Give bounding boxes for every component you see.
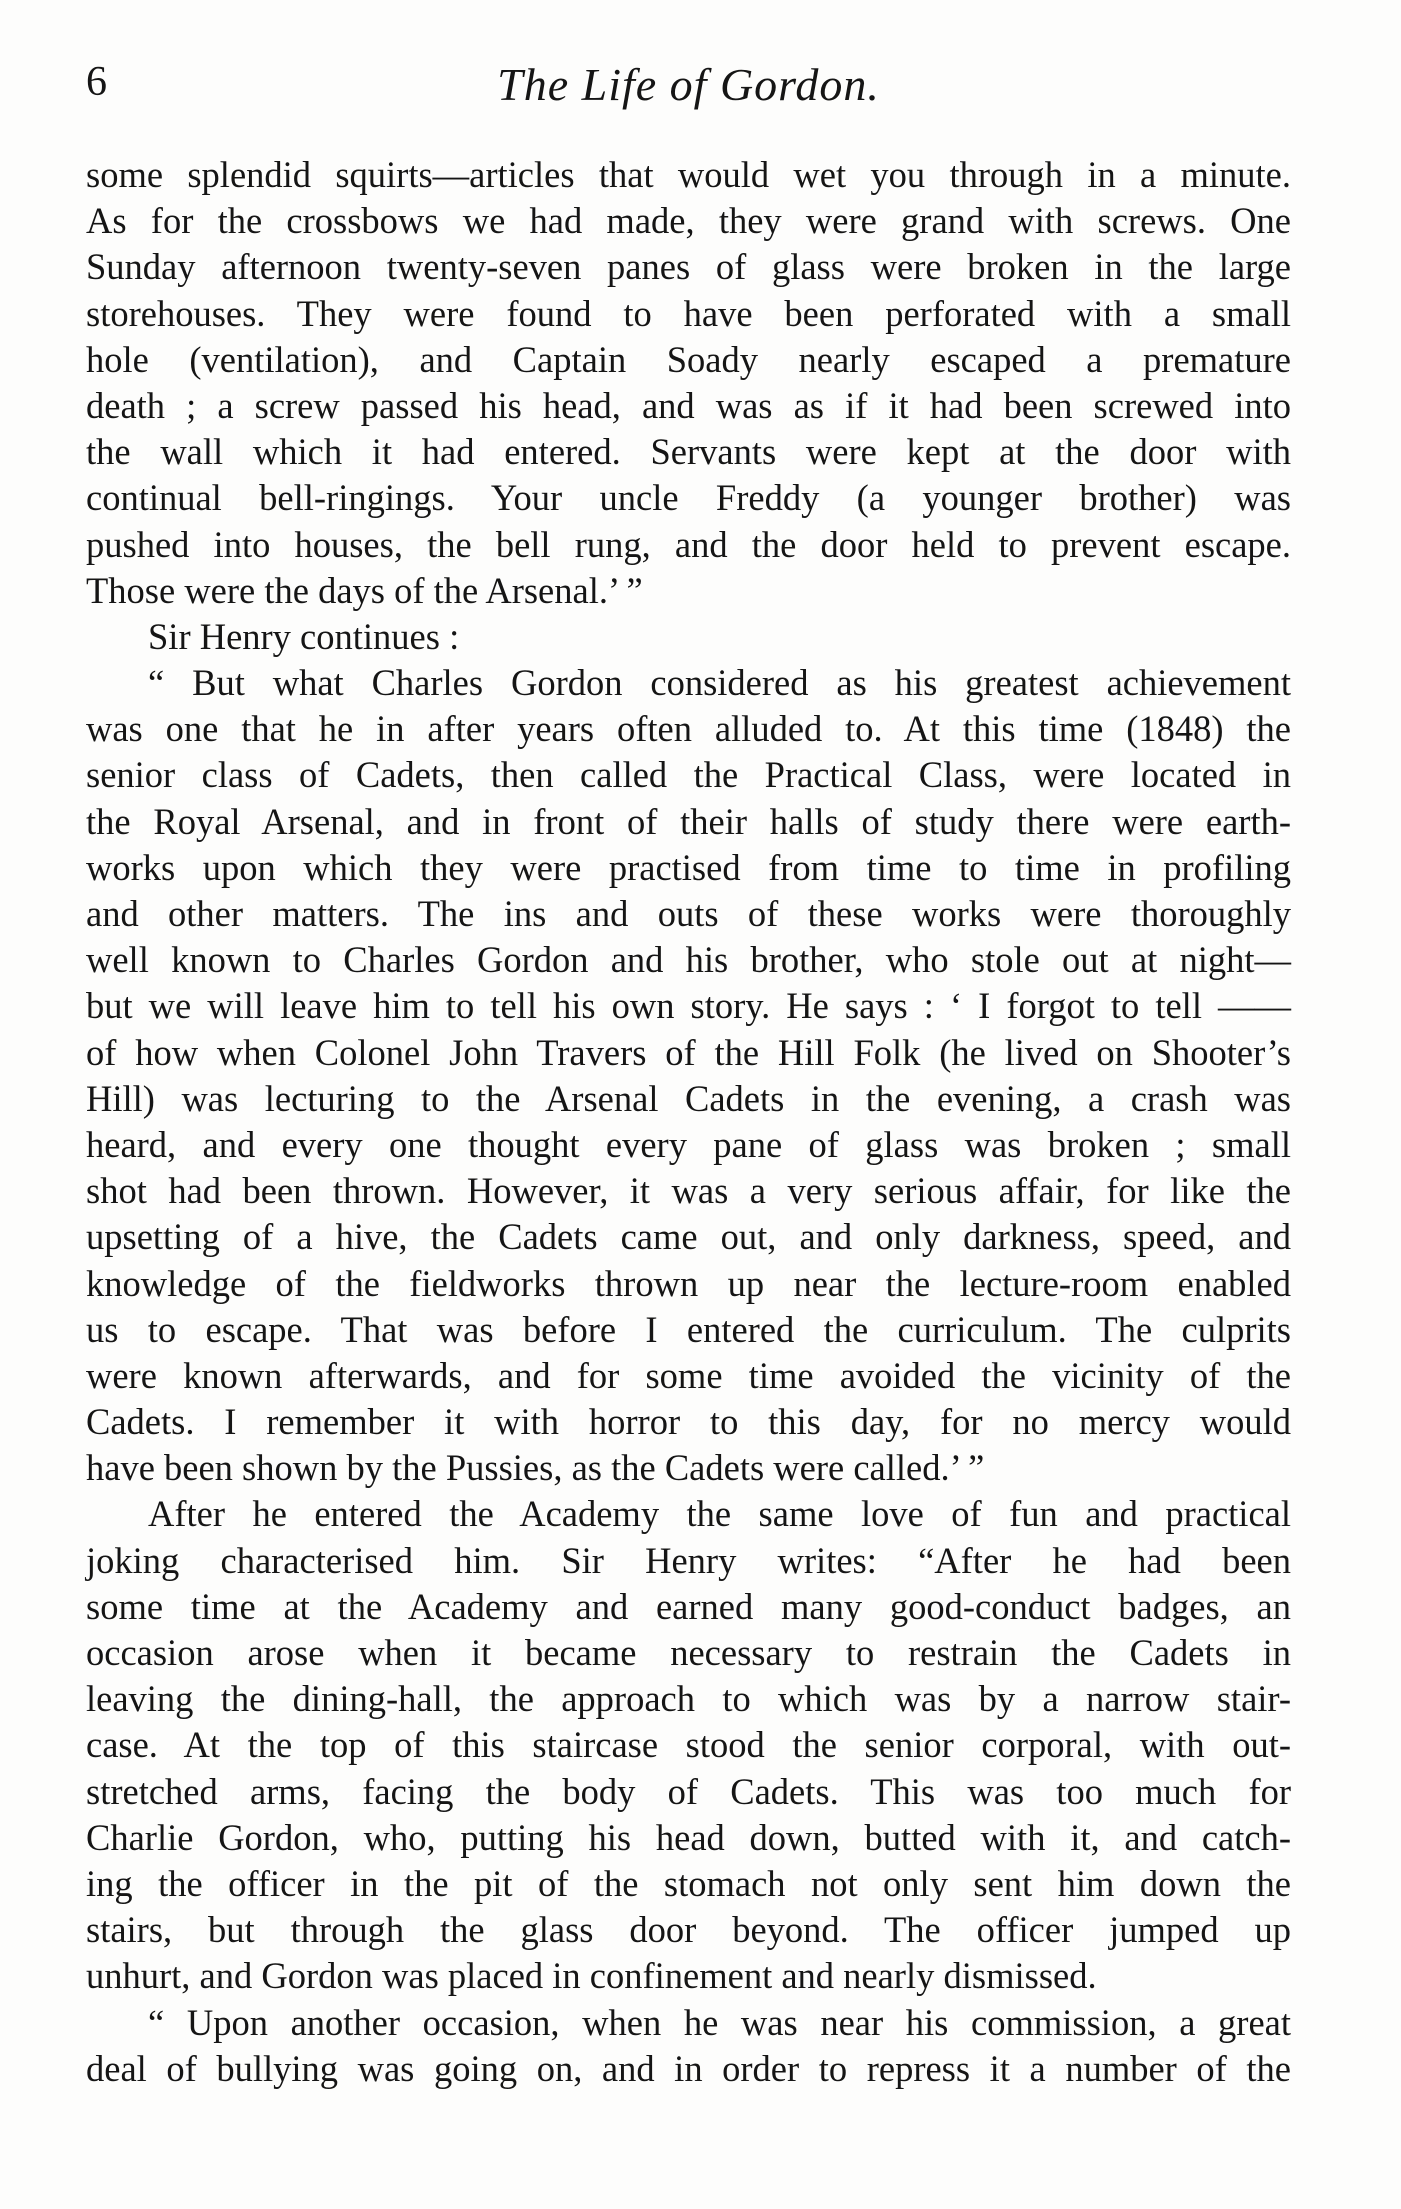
text-line: After he entered the Academy the same love of fun and practical (148, 1493, 1291, 1535)
text-line: occasion arose when it became necessary to restrain the Cadets in (86, 1632, 1291, 1673)
text-line: storehouses. They were found to have been perforated with a small (86, 292, 1291, 334)
text-line: of how when Colonel John Travers of the Hill Folk (he lived on Shooter’s (86, 1031, 1291, 1073)
paragraph (86, 1491, 1291, 1999)
text-line: “ But what Charles Gordon considered as his greatest achievement (148, 662, 1291, 704)
text-line: As for the crossbows we had made, they were grand with screws. One (86, 200, 1291, 242)
text-line: the Royal Arsenal, and in front of their halls of study there were earth- (86, 800, 1291, 842)
text-line: case. At the top of this staircase stood the senior corporal, with out- (86, 1724, 1291, 1766)
text-line: unhurt, and Gordon was placed in confinement and nearly dismissed. (86, 1955, 1097, 1997)
paragraph (86, 2000, 1291, 2092)
text-line: us to escape. That was before I entered the curriculum. The culprits (86, 1308, 1291, 1350)
text-line: the wall which it had entered. Servants were kept at the door with (86, 431, 1291, 473)
text-line: was one that he in after years often alluded to. At this time (1848) the (86, 708, 1291, 750)
text-line: and other matters. The ins and outs of these works were thoroughly (86, 893, 1291, 934)
paragraph (86, 660, 1291, 1491)
paragraph (86, 614, 1291, 660)
text-line: deal of bullying was going on, and in order to repress it a number of the (86, 2047, 1291, 2089)
page-number: 6 (86, 59, 107, 105)
text-line: works upon which they were practised from time to time in profiling (86, 846, 1291, 888)
text-line: but we will leave him to tell his own story. He says : ‘ I forgot to tell —— (86, 985, 1291, 1027)
text-line: continual bell-ringings. Your uncle Freddy (a younger brother) was (86, 477, 1291, 519)
text-line: pushed into houses, the bell rung, and the door held to prevent escape. (86, 523, 1291, 565)
text-line: Sir Henry continues : (148, 615, 460, 657)
text-line: shot had been thrown. However, it was a very serious affair, for like the (86, 1170, 1291, 1212)
text-line: were known afterwards, and for some time avoided the vicinity of the (86, 1354, 1291, 1396)
text-line: upsetting of a hive, the Cadets came out, and only darkness, speed, and (86, 1216, 1291, 1258)
text-line: “ Upon another occasion, when he was near his commission, a great (148, 2001, 1291, 2043)
text-line: hole (ventilation), and Captain Soady nearly escaped a premature (86, 338, 1291, 380)
running-title: The Life of Gordon. (497, 59, 880, 110)
text-line: Those were the days of the Arsenal.’ ” (86, 569, 643, 611)
text-line: heard, and every one thought every pane of glass was broken ; small (86, 1123, 1291, 1165)
text-line: some time at the Academy and earned many good-conduct badges, an (86, 1585, 1291, 1627)
text-line: well known to Charles Gordon and his brother, who stole out at night— (86, 939, 1291, 981)
text-line: Cadets. I remember it with horror to this day, for no mercy would (86, 1401, 1291, 1443)
paragraph (86, 152, 1291, 614)
body-text (86, 152, 1291, 2092)
text-line: senior class of Cadets, then called the Practical Class, were located in (86, 754, 1291, 796)
text-line: Charlie Gordon, who, putting his head down, butted with it, and catch- (86, 1816, 1291, 1858)
text-line: stairs, but through the glass door beyond. The officer jumped up (86, 1909, 1291, 1951)
text-line: death ; a screw passed his head, and was as if it had been screwed into (86, 384, 1291, 426)
text-line: have been shown by the Pussies, as the Cadets were called.’ ” (86, 1447, 985, 1489)
text-line: knowledge of the fieldworks thrown up near the lecture-room enabled (86, 1262, 1291, 1304)
text-line: leaving the dining-hall, the approach to which was by a narrow stair- (86, 1678, 1291, 1720)
text-line: ing the officer in the pit of the stomach not only sent him down the (86, 1862, 1291, 1904)
text-line: Hill) was lecturing to the Arsenal Cadets in the evening, a crash was (86, 1077, 1291, 1119)
text-line: joking characterised him. Sir Henry writes: “After he had been (86, 1539, 1291, 1581)
text-line: Sunday afternoon twenty-seven panes of glass were broken in the large (86, 246, 1291, 288)
page-header (86, 58, 1291, 118)
text-line: some splendid squirts—articles that would wet you through in a minute. (86, 154, 1291, 195)
text-line: stretched arms, facing the body of Cadets. This was too much for (86, 1770, 1291, 1812)
